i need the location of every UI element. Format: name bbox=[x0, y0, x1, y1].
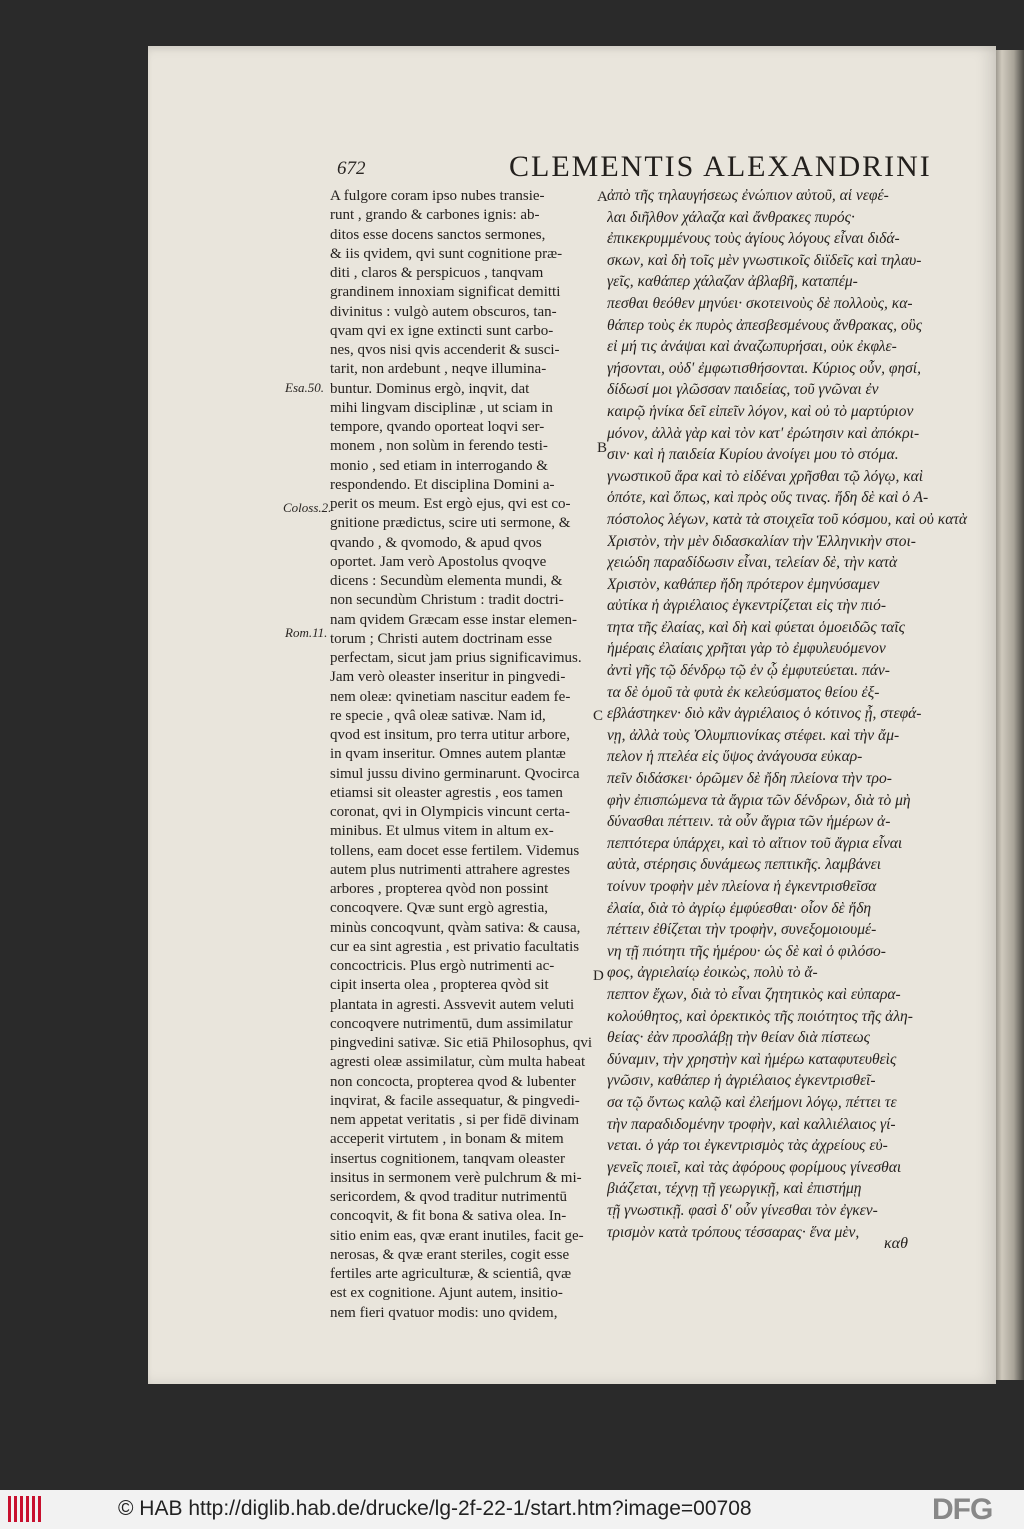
text-line: πόστολος λέγων, κατὰ τὰ στοιχεῖα τοῦ κόσμου, καὶ οὐ κατὰ bbox=[607, 510, 968, 528]
margin-note: Coloss.2. bbox=[283, 500, 332, 515]
text-line: πελον ἡ πτελέα εἰς ὕψος ἀνάγουσα εὐκαρ- bbox=[607, 748, 863, 766]
footer-url-text[interactable]: © HAB http://diglib.hab.de/drucke/lg-2f-22-1/start.htm?image=00708 bbox=[118, 1497, 752, 1520]
text-line: A fulgore coram ipso nubes transie- bbox=[330, 188, 545, 204]
text-line: & iis qvidem, qvi sunt cognitione præ- bbox=[330, 245, 563, 262]
text-line: cur ea sint agrestia , est privatio facultatis bbox=[330, 938, 580, 955]
text-line: dicens : Secundùm elementa mundi, & bbox=[330, 573, 563, 589]
section-letter: C bbox=[593, 708, 604, 724]
text-line: Χριστὸν, τὴν μὲν διδασκαλίαν τὴν Ἑλληνικὴν στοι- bbox=[607, 532, 916, 550]
text-line: εἰ μή τις ἀνάψαι καὶ ἀναζωπυρήσαι, οὐκ ἐκφλε- bbox=[607, 338, 897, 356]
page-number: 672 bbox=[337, 158, 366, 179]
text-line: tempore, qvando oporteat loqvi ser- bbox=[330, 419, 545, 435]
hab-logo-icon bbox=[8, 1496, 42, 1522]
text-line: ἡμέραις ἐλαίαις χρῆται γὰρ τὸ ἐμφυλευόμενον bbox=[607, 640, 886, 658]
text-line: γενεῖς ποιεῖ, καὶ τὰς ἀφόρους φορίμους γίνεσθαι bbox=[607, 1158, 902, 1176]
text-line: concoqvere. Qvæ sunt ergò agrestia, bbox=[330, 900, 548, 917]
text-line: monem , non solùm in ferendo testi- bbox=[330, 438, 548, 455]
text-line: ἀντὶ γῆς τῷ δένδρῳ τῷ ἐν ᾧ ἐμφυτεύεται. πάν- bbox=[607, 662, 890, 680]
text-line: γήσονται, οὐδ' ἐμφωτισθήσονται. Κύριος οὖν, φησί, bbox=[607, 359, 921, 377]
text-line: concoqvere nutrimentū, dum assimilatur bbox=[330, 1015, 573, 1032]
text-line: γεῖς, καθάπερ χάλαζαν ἀβλαβῆ, καταπέμ- bbox=[607, 273, 858, 291]
text-line: non secundùm Christum : tradit doctri- bbox=[330, 592, 564, 609]
text-line: ἀπὸ τῆς τηλαυγήσεως ἐνώπιον αὐτοῦ, αἱ νεφέ- bbox=[607, 187, 889, 204]
text-line: πέττειν ἐθίζεται τὴν τροφὴν, συνεξομοιουμέ- bbox=[607, 921, 877, 939]
text-line: ἐπικεκρυμμένους τοὺς ἁγίους λόγους εἶναι διδά- bbox=[607, 230, 900, 248]
text-line: χειώδη παραδίδωσιν εἶναι, τελείαν δὲ, τὴν κατὰ bbox=[607, 554, 898, 572]
dfg-logo: DFG bbox=[932, 1493, 993, 1526]
text-line: cipit inserta olea , propterea qvòd sit bbox=[330, 977, 549, 994]
text-line: κολούθητος, καὶ ὀρεκτικὸς τῆς ποιότητος τῆς ἀλη- bbox=[607, 1007, 913, 1025]
section-letter: D bbox=[593, 968, 604, 984]
text-line: nes, qvos nisi qvis accenderit & susci- bbox=[330, 342, 560, 358]
text-line: δίδωσί μοι γλῶσσαν παιδείας, τοῦ γνῶναι ἐν bbox=[607, 381, 879, 399]
running-head: CLEMENTIS ALEXANDRINI bbox=[509, 150, 932, 183]
text-line: φος, ἀγριελαίῳ ἐοικὼς, πολὺ τὸ ἄ- bbox=[607, 964, 818, 982]
text-line: πεῖν διδάσκει· ὁρῶμεν δὲ ἤδη πλείονα τὴν τρο- bbox=[607, 770, 892, 788]
text-line: est ex cognitione. Ajunt autem, insitio- bbox=[330, 1285, 563, 1302]
text-line: tarit, non ardebunt , neqve illumina- bbox=[330, 361, 547, 378]
text-line: respondendo. Et disciplina Domini a- bbox=[330, 476, 555, 493]
section-letter: A bbox=[597, 189, 608, 205]
text-line: nem fieri qvatuor modis: uno qvidem, bbox=[330, 1304, 558, 1321]
text-line: qvando , & qvomodo, & apud qvos bbox=[330, 534, 542, 551]
text-line: ἐλαία, διὰ τὸ ἀγρίῳ ἐμφύεσθαι· οἷον δὲ ἤδη bbox=[607, 899, 872, 917]
text-line: runt , grando & carbones ignis: ab- bbox=[330, 207, 540, 224]
text-line: σιν· καὶ ἡ παιδεία Κυρίου ἀνοίγει μου τὸ στόμα. bbox=[607, 446, 899, 464]
text-line: τὴν παραδιδομένην τροφὴν, καὶ καλλιέλαιος γί- bbox=[607, 1115, 896, 1133]
text-line: pingvedini sativæ. Sic etiā Philosophus, qvi bbox=[330, 1035, 593, 1051]
text-line: concoctricis. Plus ergò nutrimenti ac- bbox=[330, 958, 555, 974]
text-line: coronat, qvi in Olympicis vincunt certa- bbox=[330, 804, 570, 820]
text-line: divinitus : vulgò autem obscuros, tan- bbox=[330, 303, 557, 320]
text-line: nem appetat veritatis , si per fidē divinam bbox=[330, 1112, 580, 1128]
text-line: perfectam, sicut jam prius significavimus. bbox=[330, 650, 582, 666]
text-line: non concocta, propterea qvod & lubenter bbox=[330, 1073, 576, 1090]
text-line: monio , sed etiam in interrogando & bbox=[330, 457, 548, 474]
text-line: grandinem innoxiam significat demitti bbox=[330, 284, 561, 301]
text-line: nam qvidem Græcam esse instar elemen- bbox=[330, 611, 578, 628]
text-line: τοίνυν τροφὴν μὲν πλείονα ἡ ἐγκεντρισθεῖσα bbox=[607, 878, 877, 895]
text-line: perit os meum. Est ergò ejus, qvi est co- bbox=[330, 496, 571, 512]
text-line: plantata in agresti. Assvevit autem veluti bbox=[330, 996, 575, 1013]
text-line: τῇ γνωστικῇ. φασὶ δ' οὖν γίνεσθαι τὸν ἐγκεν- bbox=[607, 1201, 878, 1219]
text-line: concoqvit, & fit bona & sativa olea. In- bbox=[330, 1208, 567, 1225]
text-line: τρισμὸν κατὰ τρόπους τέσσαρας· ἕνα μὲν, bbox=[607, 1223, 860, 1241]
margin-note: Rom.11. bbox=[285, 625, 328, 640]
text-line: αὐτίκα ἡ ἀγριέλαιος ἐγκεντρίζεται εἰς τὴν πιό- bbox=[607, 597, 887, 615]
text-line: βιάζεται, τέχνῃ τῇ γεωργικῇ, καὶ ἐπιστήμῃ bbox=[607, 1180, 862, 1198]
text-line: λαι διῆλθον χάλαζα καὶ ἄνθρακες πυρός· bbox=[607, 208, 855, 226]
text-line: τητα τῆς ἐλαίας, καὶ δὴ καὶ φύεται ὁμοειδῶς ταῖς bbox=[607, 618, 905, 636]
text-line: insertus cognitionem, tanqvam oleaster bbox=[330, 1150, 565, 1167]
text-line: φὴν ἐπισπώμενα τὰ ἄγρια τῶν δένδρων, διὰ τὸ μὴ bbox=[607, 791, 911, 809]
text-line: αὐτὰ, στέρησις δυνάμεως πεπτικῆς. λαμβάνει bbox=[607, 856, 881, 874]
text-line: diti , claros & perspicuos , tanqvam bbox=[330, 265, 544, 281]
text-line: νῃ, ἀλλὰ τοὺς Ὀλυμπιονίκας στέφει. καὶ τὴν ἄμ- bbox=[607, 726, 900, 744]
text-line: θείας· ἐὰν προσλάβῃ τὴν θείαν διὰ πίστεως bbox=[607, 1029, 870, 1047]
text-line: Χριστὸν, καθάπερ ἤδη πρότερον ἐμηνύσαμεν bbox=[607, 575, 880, 593]
text-line: tollens, eam docet esse fertilem. Videmus bbox=[330, 842, 580, 859]
text-line: εβλάστηκεν· διὸ κἂν ἀγριέλαιος ὁ κότινος ᾖ, στεφά- bbox=[607, 705, 922, 723]
text-line: sericordem, & qvod traditur nutrimentū bbox=[330, 1189, 568, 1205]
section-letter: B bbox=[597, 440, 608, 456]
text-line: acceperit virtutem , in bonam & mitem bbox=[330, 1131, 564, 1148]
text-line: fertiles arte agriculturæ, & scientiâ, qvæ bbox=[330, 1266, 572, 1282]
text-line: minibus. Et ulmus vitem in altum ex- bbox=[330, 823, 554, 840]
text-line: πεπτότερα ὑπάρχει, καὶ τὸ αἴτιον τοῦ ἄγρια εἶναι bbox=[607, 834, 903, 852]
catchword: καθ bbox=[884, 1235, 908, 1252]
text-line: minùs concoqvunt, qvàm sativa: & causa, bbox=[330, 919, 581, 936]
text-line: σα τῷ ὄντως καλῷ καὶ ἐλεήμονι λόγῳ, πέττει τε bbox=[607, 1093, 897, 1111]
text-line: qvod est insitum, pro terra utitur arbore, bbox=[330, 727, 570, 743]
text-line: autem plus nutrimenti attrahere agrestes bbox=[330, 861, 570, 878]
text-line: σκων, καὶ δὴ τοῖς μὲν γνωστικοῖς διϊδεῖς καὶ τηλαυ- bbox=[607, 251, 922, 269]
text-line: ditos esse docens sanctos sermones, bbox=[330, 226, 546, 243]
text-line: sitio enim eas, qvæ erant inutiles, facit ge- bbox=[330, 1227, 584, 1244]
text-line: νη τῇ πιότητι τῆς ἡμέρου· ὡς δὲ καὶ ὁ φιλόσο- bbox=[607, 942, 886, 960]
greek-column bbox=[607, 185, 977, 1243]
text-line: nem oleæ: qvinetiam nascitur eadem fe- bbox=[330, 688, 571, 705]
text-line: τα δὲ ὁμοῦ τὰ φυτὰ ἐκ κελεύσματος θείου ἐξ- bbox=[607, 683, 880, 701]
text-line: Jam verò oleaster inseritur in pingvedi- bbox=[330, 669, 566, 686]
text-line: oportet. Jam verò Apostolus qvoqve bbox=[330, 553, 547, 570]
text-line: πεπτον ἔχων, διὰ τὸ εἶναι ζητητικὸς καὶ εὐπαρα- bbox=[607, 985, 901, 1003]
text-line: gnitione prædictus, scire uti sermone, & bbox=[330, 515, 571, 532]
text-line: nerosas, & qvæ erant steriles, cogit esse bbox=[330, 1246, 570, 1263]
text-line: in qvam inseritur. Omnes autem plantæ bbox=[330, 746, 566, 763]
text-line: καιρῷ ἡνίκα δεῖ εἰπεῖν λόγον, καὶ οὐ τὸ μαρτύριον bbox=[607, 402, 914, 420]
text-line: ὁπότε, καὶ ὅπως, καὶ πρὸς οὕς τινας. ἤδη δὲ καὶ ὁ Α- bbox=[607, 489, 929, 507]
text-line: insitus in sermonem verè pulchrum & mi- bbox=[330, 1169, 582, 1186]
text-line: γνωστικοῦ ἄρα καὶ τὸ εἰδέναι χρῆσθαι τῷ λόγῳ, καὶ bbox=[607, 467, 924, 485]
text-line: νεται. ὁ γάρ τοι ἐγκεντρισμὸς τὰς ἀχρείους εὐ- bbox=[607, 1137, 888, 1155]
text-line: θάπερ τοὺς ἐκ πυρὸς ἀπεσβεσμένους ἄνθρακας, οὓς bbox=[607, 316, 923, 334]
text-line: torum ; Christi autem doctrinam esse bbox=[330, 630, 553, 647]
text-line: qvam qvi ex igne extincti sunt carbo- bbox=[330, 322, 554, 339]
viewer-footer bbox=[0, 1490, 1024, 1529]
text-line: δύνασθαι πέττειν. τὰ οὖν ἄγρια τῶν ἡμέρων ἀ- bbox=[607, 813, 891, 831]
text-line: buntur. Dominus ergò, inqvit, dat bbox=[330, 380, 530, 397]
latin-column bbox=[330, 187, 600, 1323]
text-line: simul jussu divino germinarunt. Qvocirca bbox=[330, 765, 580, 782]
text-line: re specie , qvâ oleæ sativæ. Nam id, bbox=[330, 707, 546, 724]
text-line: δύναμιν, τὴν χρηστὴν καὶ ἡμέρω καταφυτευθεὶς bbox=[607, 1050, 897, 1068]
text-line: πεσθαι θεόθεν μηνύει· σκοτεινοὺς δὲ πολλοὺς, κα- bbox=[607, 294, 913, 312]
text-line: etiamsi sit oleaster agrestis , eos tamen bbox=[330, 784, 563, 801]
text-line: mihi lingvam disciplinæ , ut sciam in bbox=[330, 399, 553, 416]
text-line: arbores , propterea qvòd non possint bbox=[330, 881, 549, 897]
text-line: γνῶσιν, καθάπερ ἡ ἀγριέλαιος ἐγκεντρισθεῖ- bbox=[607, 1072, 876, 1090]
text-line: μόνον, ἀλλὰ γὰρ καὶ τὸν κατ' ἐρώτησιν καὶ ἀπόκρι- bbox=[607, 424, 920, 442]
text-line: inqvirat, & facile assequatur, & pingvedi- bbox=[330, 1092, 580, 1109]
margin-note: Esa.50. bbox=[285, 380, 324, 395]
text-line: agresti oleæ assimilatur, cùm multa habeat bbox=[330, 1054, 586, 1071]
